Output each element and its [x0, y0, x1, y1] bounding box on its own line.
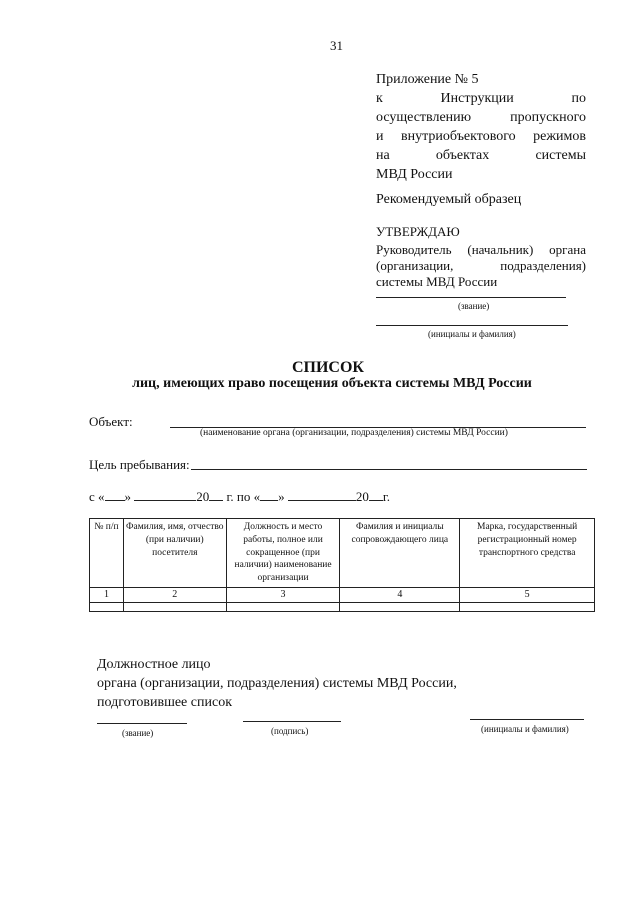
month-to-blank — [288, 499, 356, 501]
appendix-title: Приложение № 5 — [376, 72, 479, 87]
purpose-line — [191, 469, 587, 470]
header-vehicle: Марка, государственный регистрационный номер транспортного средства — [460, 519, 595, 588]
signature-line-1: Должностное лицо — [97, 657, 211, 672]
signature-rank-caption: (звание) — [122, 728, 154, 738]
visitors-table — [89, 518, 595, 612]
day-from-blank — [105, 499, 125, 501]
appendix-line-2: к Инструкции по — [376, 91, 586, 106]
header-number: № п/п — [90, 519, 124, 588]
header-escort: Фамилия и инициалы сопровождающего лица — [340, 519, 460, 588]
sample-label: Рекомендуемый образец — [376, 192, 522, 207]
header-visitor-name: Фамилия, имя, отчество (при наличии) посетителя — [123, 519, 226, 588]
header-position: Должность и место работы, полное или сокращенное (при наличии) наименование организации — [226, 519, 340, 588]
approval-heading: УТВЕРЖДАЮ — [376, 224, 460, 239]
approval-rank-caption: (звание) — [458, 301, 490, 311]
approval-line-3: системы МВД России — [376, 274, 498, 289]
appendix-line-6: МВД России — [376, 167, 453, 182]
month-from-blank — [134, 499, 196, 501]
page-number: 31 — [330, 38, 343, 53]
col-number-3: 3 — [226, 588, 340, 603]
name-line — [376, 325, 568, 326]
approval-line-1: Руководитель (начальник) органа — [376, 242, 586, 257]
object-label: Объект: — [89, 414, 133, 429]
sign-signature-line — [243, 721, 341, 722]
year-to-blank — [369, 499, 383, 501]
approval-name-caption: (инициалы и фамилия) — [428, 329, 516, 339]
approval-line-2: (организации, подразделения) — [376, 258, 586, 273]
col-number-5: 5 — [460, 588, 595, 603]
appendix-line-5: на объектах системы — [376, 148, 586, 163]
col-number-4: 4 — [340, 588, 460, 603]
purpose-label: Цель пребывания: — [89, 457, 190, 472]
date-row: с « » 20 г. по « » 20 г. — [89, 489, 390, 504]
year-from-blank — [209, 499, 223, 501]
sign-name-line — [470, 719, 584, 720]
sign-rank-line — [97, 723, 187, 724]
table-header-row — [90, 519, 595, 588]
signature-line-3: подготовившее список — [97, 695, 232, 710]
document-subtitle: лиц, имеющих право посещения объекта системы МВД России — [132, 376, 532, 391]
signature-name-caption: (инициалы и фамилия) — [481, 724, 569, 734]
table-row — [90, 603, 595, 612]
object-caption: (наименование органа (организации, подразделения) системы МВД России) — [200, 428, 508, 438]
document-title: СПИСОК — [291, 359, 365, 376]
signature-line-2: органа (организации, подразделения) системы МВД России, — [97, 676, 457, 691]
signature-sign-caption: (подпись) — [271, 726, 309, 736]
col-number-2: 2 — [123, 588, 226, 603]
table-number-row — [90, 588, 595, 603]
appendix-line-4: и внутриобъектового режимов — [376, 129, 586, 144]
appendix-line-3: осуществлению пропускного — [376, 110, 586, 125]
day-to-blank — [260, 499, 278, 501]
col-number-1: 1 — [90, 588, 124, 603]
rank-line — [376, 297, 566, 298]
